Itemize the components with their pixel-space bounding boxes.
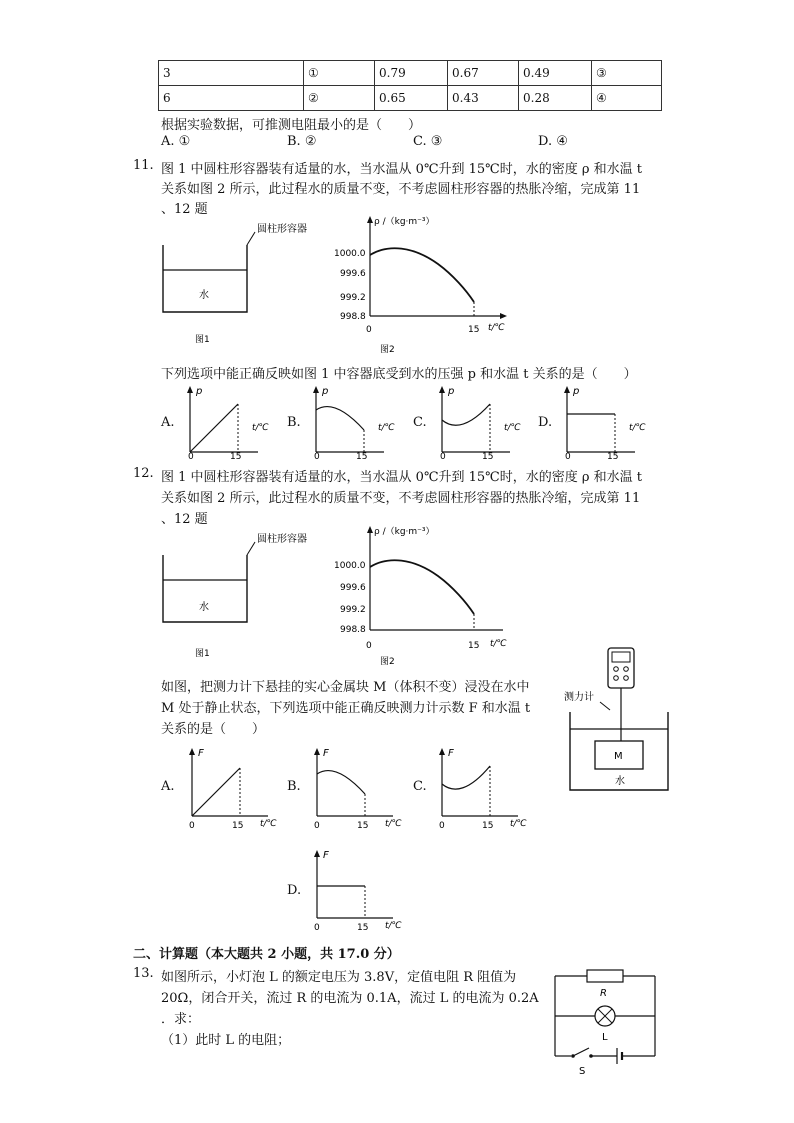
figure-2-caption: 图2 [380, 657, 395, 667]
q10-option-a[interactable]: A. ① [161, 134, 191, 149]
q12-option-b-graph[interactable] [303, 744, 403, 832]
x-tick-label: 15 [468, 325, 480, 335]
x-axis-label: t/℃ [490, 639, 507, 649]
table-cell: 0.67 [448, 61, 519, 86]
figure-1-caption: 图1 [195, 649, 210, 659]
figure-1-caption: 图1 [195, 335, 210, 345]
q11-number: 11. [133, 158, 154, 173]
q11-option-d-graph[interactable] [555, 382, 650, 460]
table-cell: 0.49 [519, 61, 592, 86]
q12-stem-line2: 关系如图 2 所示，此过程水的质量不变，不考虑圆柱形容器的热胀冷缩，完成第 11 [161, 491, 641, 506]
section-heading: 二、计算题（本大题共 2 小题，共 17.0 分） [133, 947, 400, 962]
q12-option-c-graph[interactable] [428, 744, 528, 832]
x-tick-label: 15 [482, 452, 494, 460]
results-table [158, 60, 662, 111]
table-cell: 3 [159, 61, 304, 86]
table-cell: 0.79 [375, 61, 448, 86]
x-axis-label: t/℃ [385, 819, 402, 829]
x-tick-label: 15 [230, 452, 242, 460]
x-tick-label: 15 [357, 923, 369, 933]
q11-option-a-graph[interactable] [178, 382, 273, 460]
q11-option-b-letter[interactable]: B. [287, 415, 301, 430]
q11-option-a-letter[interactable]: A. [161, 415, 175, 430]
q11-option-b-graph[interactable] [304, 382, 399, 460]
table-cell: ② [304, 86, 375, 111]
y-axis-label: p [196, 386, 203, 397]
table-row [159, 86, 662, 111]
figure-1-container [155, 220, 320, 350]
x-tick-label: 15 [468, 641, 480, 651]
x-tick-label: 0 [439, 821, 445, 831]
y-tick-label: 999.6 [340, 583, 366, 593]
switch-label: S [579, 1066, 586, 1077]
x-axis-label: t/℃ [385, 921, 402, 931]
q12-option-d-letter[interactable]: D. [287, 883, 302, 898]
q11-stem-line2: 关系如图 2 所示，此过程水的质量不变，不考虑圆柱形容器的热胀冷缩，完成第 11 [161, 182, 641, 197]
q12-question-line2: M 处于静止状态，下列选项中能正确反映测力计示数 F 和水温 t [161, 701, 531, 716]
density-curve [370, 248, 474, 302]
q11-option-c-letter[interactable]: C. [413, 415, 427, 430]
y-axis-label: F [448, 748, 454, 759]
q12-option-a-letter[interactable]: A. [161, 779, 175, 794]
table-cell: 0.65 [375, 86, 448, 111]
q12-option-d-graph[interactable] [303, 846, 403, 934]
table-cell: 0.43 [448, 86, 519, 111]
y-axis-label: F [323, 748, 329, 759]
x-axis-label: t/℃ [629, 423, 646, 433]
q12-stem-line3: 、12 题 [161, 512, 208, 527]
q12-question-line3: 关系的是（ ） [161, 722, 266, 737]
block-label: M [614, 751, 623, 762]
y-tick-label: 999.6 [340, 269, 366, 279]
y-tick-label: 1000.0 [334, 249, 366, 259]
table-cell: 6 [159, 86, 304, 111]
x-tick-label: 15 [232, 821, 244, 831]
q13-line3: ．求： [161, 1012, 201, 1027]
figure-2-caption: 图2 [380, 345, 395, 355]
q10-option-d[interactable]: D. ④ [538, 134, 568, 149]
switch-icon [573, 1048, 589, 1056]
y-axis-label: p [448, 386, 455, 397]
circuit-diagram [545, 962, 670, 1080]
table-cell: ③ [592, 61, 662, 86]
x-tick-label: 15 [356, 452, 368, 460]
x-tick-label: 0 [314, 923, 320, 933]
table-cell: 0.28 [519, 86, 592, 111]
q13-line1: 如图所示，小灯泡 L 的额定电压为 3.8V，定值电阻 R 阻值为 [161, 970, 517, 985]
table-cell: ① [304, 61, 375, 86]
x-axis-label: t/℃ [378, 423, 395, 433]
q13-number: 13. [133, 966, 154, 981]
y-axis-label: F [323, 850, 329, 861]
x-axis-label: t/℃ [510, 819, 527, 829]
y-axis-label: ρ /（kg·m⁻³） [374, 217, 435, 227]
y-tick-label: 998.8 [340, 625, 366, 635]
x-axis-label: t/℃ [252, 423, 269, 433]
q13-line2: 20Ω，闭合开关，流过 R 的电流为 0.1A，流过 L 的电流为 0.2A [161, 991, 539, 1006]
q11-question: 下列选项中能正确反映如图 1 中容器底受到水的压强 p 和水温 t 关系的是（ ） [161, 367, 637, 382]
y-tick-label: 1000.0 [334, 561, 366, 571]
q11-option-d-letter[interactable]: D. [538, 415, 553, 430]
q11-option-c-graph[interactable] [430, 382, 525, 460]
x-tick-label: 0 [565, 452, 571, 460]
y-tick-label: 999.2 [340, 293, 366, 303]
x-axis-label: t/℃ [488, 323, 505, 333]
q13-sub1: （1）此时 L 的电阻； [161, 1033, 291, 1048]
x-tick-label: 0 [440, 452, 446, 460]
x-axis-label: t/℃ [504, 423, 521, 433]
y-axis-label: p [322, 386, 329, 397]
x-tick-label: 0 [188, 452, 194, 460]
q12-option-b-letter[interactable]: B. [287, 779, 301, 794]
water-label: 水 [199, 602, 209, 613]
water-label: 水 [199, 290, 209, 301]
lamp-label: L [602, 1032, 608, 1043]
water-label: 水 [615, 776, 625, 787]
x-tick-label: 0 [366, 641, 372, 651]
q12-option-c-letter[interactable]: C. [413, 779, 427, 794]
x-tick-label: 0 [314, 821, 320, 831]
y-axis-label: F [198, 748, 204, 759]
q12-question-line1: 如图，把测力计下悬挂的实心金属块 M（体积不变）浸没在水中 [161, 680, 530, 695]
q12-stem-line1: 图 1 中圆柱形容器装有适量的水，当水温从 0℃升到 15℃时，水的密度 ρ 和水温 t [161, 470, 642, 485]
x-tick-label: 15 [357, 821, 369, 831]
y-tick-label: 998.8 [340, 312, 366, 322]
container-label: 圆柱形容器 [257, 534, 307, 545]
x-axis-label: t/℃ [260, 819, 277, 829]
table-row [159, 61, 662, 86]
x-tick-label: 15 [482, 821, 494, 831]
q10-option-b[interactable]: B. ② [287, 134, 317, 149]
container-label: 圆柱形容器 [257, 224, 307, 235]
meter-label: 测力计 [564, 692, 594, 703]
x-tick-label: 0 [366, 325, 372, 335]
x-tick-label: 0 [314, 452, 320, 460]
q10-option-c[interactable]: C. ③ [413, 134, 443, 149]
y-axis-label: p [573, 386, 580, 397]
figure-2-density-chart [328, 522, 528, 667]
figure-2-density-chart [328, 212, 528, 357]
q11-stem-line3: 、12 题 [161, 202, 208, 217]
q12-number: 12. [133, 466, 154, 481]
q10-stem: 根据实验数据，可推测电阻最小的是（ ） [161, 118, 422, 133]
density-curve [370, 560, 474, 614]
figure-1-container [155, 530, 320, 660]
y-axis-label: ρ /（kg·m⁻³） [374, 527, 435, 537]
y-tick-label: 999.2 [340, 605, 366, 615]
q12-option-a-graph[interactable] [178, 744, 278, 832]
spring-scale-figure [560, 644, 680, 794]
table-cell: ④ [592, 86, 662, 111]
q11-stem-line1: 图 1 中圆柱形容器装有适量的水，当水温从 0℃升到 15℃时，水的密度 ρ 和水温 t [161, 162, 642, 177]
resistor-label: R [600, 988, 607, 999]
x-tick-label: 0 [189, 821, 195, 831]
resistor-icon [587, 970, 623, 982]
x-tick-label: 15 [607, 452, 619, 460]
